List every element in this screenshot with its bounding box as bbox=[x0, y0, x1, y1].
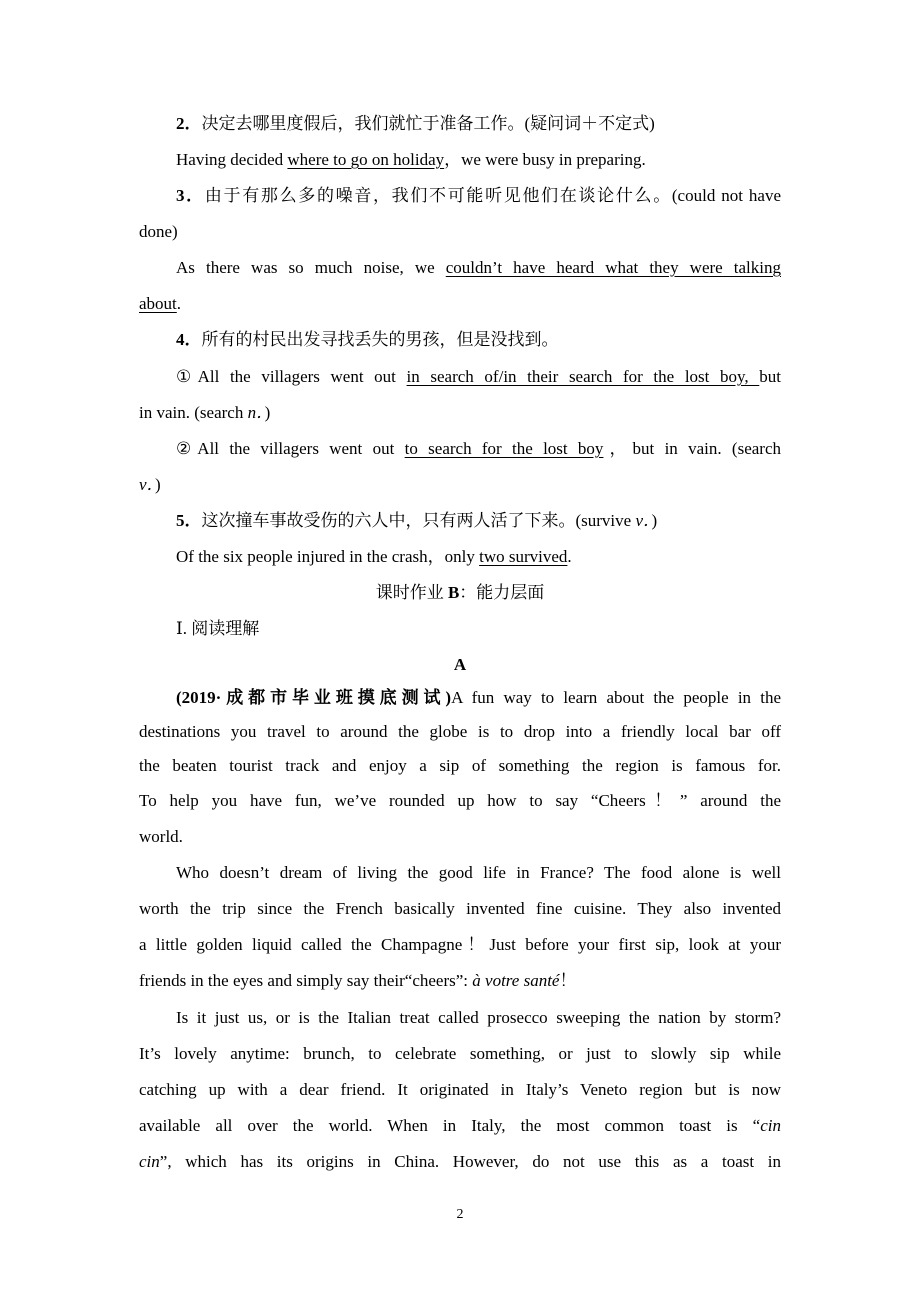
text-italic: à votre santé bbox=[472, 971, 560, 990]
text: Ⅰ. 阅读理解 bbox=[176, 619, 260, 638]
text: catching up with a dear friend. It originated in Italy’s Veneto region but is now bbox=[139, 1080, 781, 1099]
text: a little golden liquid called the Champagne！Just before your first sip, look at your bbox=[139, 935, 781, 954]
text: destinations you travel to around the globe is to drop into a friendly local bar off bbox=[139, 722, 781, 741]
part-heading bbox=[176, 618, 818, 640]
text-italic: v． bbox=[635, 511, 652, 530]
item-3-answer bbox=[139, 257, 781, 279]
passage-line bbox=[139, 1151, 781, 1173]
passage-line bbox=[139, 790, 781, 812]
text: but bbox=[759, 367, 781, 386]
item-3-prompt bbox=[139, 185, 781, 207]
passage-line bbox=[139, 934, 781, 956]
passage-line bbox=[139, 1043, 781, 1065]
text: Who doesn’t dream of living the good life in France? The food alone is well bbox=[176, 863, 781, 882]
text: ①All the villagers went out bbox=[176, 367, 407, 386]
item-2-answer bbox=[139, 149, 781, 171]
item-4-answer-1-cont bbox=[139, 402, 781, 424]
passage-label bbox=[0, 654, 920, 676]
passage-line bbox=[139, 1115, 781, 1137]
item-number: 5． bbox=[176, 511, 202, 530]
text: available all over the world. When in Italy, the most common toast is “ bbox=[139, 1116, 761, 1135]
text-italic: cin bbox=[139, 1152, 160, 1171]
text: 课时作业 bbox=[375, 583, 448, 602]
item-5-answer bbox=[139, 546, 781, 568]
text: ) bbox=[651, 511, 658, 530]
text-bold: B bbox=[447, 583, 460, 602]
text: ：能力层面 bbox=[459, 583, 545, 602]
text: It’s lovely anytime: brunch, to celebrate something, or just to slowly sip while bbox=[139, 1044, 781, 1063]
item-4-answer-1 bbox=[139, 366, 781, 388]
passage-line bbox=[139, 1007, 781, 1029]
text: ②All the villagers went out bbox=[176, 439, 405, 458]
passage-line bbox=[139, 862, 781, 884]
passage-line bbox=[139, 1079, 781, 1101]
prompt-text: 所有的村民出发寻找丢失的男孩，但是没找到。 bbox=[201, 330, 559, 349]
text: Is it just us, or is the Italian treat called prosecco sweeping the nation by storm? bbox=[176, 1008, 781, 1027]
item-5-prompt bbox=[139, 510, 781, 532]
text: Having decided bbox=[176, 150, 288, 169]
passage-line bbox=[139, 898, 781, 920]
answer-underlined: where to go on holiday bbox=[287, 150, 445, 169]
answer-underlined: two survived bbox=[479, 547, 568, 566]
item-3-prompt-cont bbox=[139, 221, 781, 243]
text: ”, which has its origins in China. However, do not use this as a toast in bbox=[159, 1152, 781, 1171]
text: ) bbox=[264, 403, 271, 422]
text: friends in the eyes and simply say their“cheers”: bbox=[139, 971, 473, 990]
text-italic: v． bbox=[139, 475, 156, 494]
text: ) bbox=[155, 475, 161, 494]
item-4-answer-2 bbox=[139, 438, 781, 460]
text: As there was so much noise, we bbox=[176, 258, 446, 277]
answer-underlined: in search of/in their search for the lost boy, bbox=[406, 367, 760, 386]
text: the beaten tourist track and enjoy a sip of something the region is famous for. bbox=[139, 756, 781, 775]
item-number: 4． bbox=[176, 330, 202, 349]
page-number: 2 bbox=[456, 1207, 464, 1222]
text: A fun way to learn about the people in the bbox=[451, 688, 781, 707]
passage-line bbox=[139, 826, 781, 848]
text: worth the trip since the French basically invented fine cuisine. They also invented bbox=[139, 899, 781, 918]
prompt-text: 由于有那么多的噪音，我们不可能听见他们在谈论什么。(could not have bbox=[204, 186, 781, 205]
answer-underlined: to search for the lost boy bbox=[404, 439, 604, 458]
text: ，but in vain. (search bbox=[603, 439, 781, 458]
text: done) bbox=[139, 222, 178, 241]
item-4-prompt bbox=[139, 329, 781, 351]
text-italic: n． bbox=[247, 403, 265, 422]
section-heading bbox=[0, 582, 920, 604]
text: . bbox=[176, 294, 182, 313]
text: Of the six people injured in the crash，only bbox=[176, 547, 480, 566]
text: world. bbox=[139, 827, 183, 846]
passage-line bbox=[139, 687, 781, 709]
text: in vain. (search bbox=[139, 403, 248, 422]
passage-line bbox=[139, 721, 781, 743]
item-2-prompt bbox=[139, 113, 781, 135]
passage-line bbox=[139, 755, 781, 777]
item-number: 3． bbox=[176, 186, 205, 205]
text: To help you have fun, we’ve rounded up how to say “Cheers！” around the bbox=[139, 791, 781, 810]
text-italic: cin bbox=[760, 1116, 781, 1135]
answer-underlined: couldn’t have heard what they were talking bbox=[445, 258, 781, 277]
text: ！ bbox=[559, 971, 577, 990]
text: A bbox=[453, 655, 467, 674]
prompt-text: 决定去哪里度假后，我们就忙于准备工作。(疑问词＋不定式) bbox=[201, 114, 655, 133]
item-number: 2． bbox=[176, 114, 202, 133]
prompt-text: 这次撞车事故受伤的六人中，只有两人活了下来。(survive bbox=[201, 511, 636, 530]
text: ，we were busy in preparing. bbox=[444, 150, 646, 169]
source-note: (2019·成都市毕业班摸底测试) bbox=[176, 688, 452, 707]
passage-line bbox=[139, 970, 781, 992]
answer-underlined: about bbox=[139, 294, 177, 313]
item-4-answer-2-cont bbox=[139, 474, 781, 496]
text: . bbox=[567, 547, 572, 566]
item-3-answer-cont bbox=[139, 293, 781, 315]
